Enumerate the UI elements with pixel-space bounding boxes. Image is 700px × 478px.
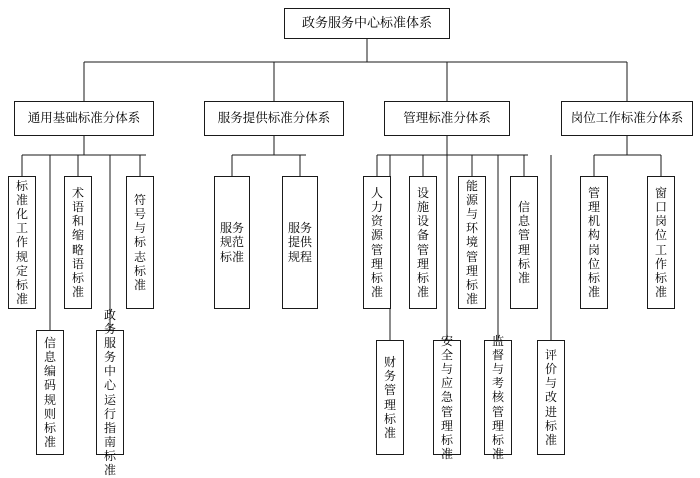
leaf-node-label: 服务提供规程 <box>287 221 312 264</box>
leaf-node-standardization-work-rules <box>8 176 36 309</box>
branch-node-management <box>384 101 510 136</box>
branch-node-general-basic <box>14 101 154 136</box>
leaf-node-terms-abbreviations <box>64 176 92 309</box>
leaf-node-label: 监督与考核管理标准 <box>491 333 504 462</box>
leaf-node-safety-emergency-management <box>433 333 461 462</box>
leaf-node-label: 能源与环境管理标准 <box>465 178 478 307</box>
leaf-node-label: 标准化工作规定标准 <box>15 178 28 307</box>
leaf-node-label: 管理机构岗位标准 <box>587 185 600 299</box>
root-node <box>284 8 450 39</box>
leaf-node-label: 安全与应急管理标准 <box>440 333 453 462</box>
leaf-node-label: 服务规范标准 <box>219 221 244 264</box>
root-node-label: 政务服务中心标准体系 <box>301 15 432 31</box>
leaf-node-supervision-assessment-management <box>484 333 512 462</box>
branch-node-label: 管理标准分体系 <box>403 110 491 126</box>
leaf-node-symbols-signs <box>126 176 154 309</box>
leaf-node-label: 人力资源管理标准 <box>370 185 383 299</box>
leaf-node-label: 政务服务中心运行指南标准 <box>103 307 116 478</box>
leaf-node-management-organization-post <box>580 176 608 309</box>
leaf-node-evaluation-improvement <box>537 340 565 455</box>
branch-node-label: 岗位工作标准分体系 <box>570 110 684 126</box>
branch-node-label: 通用基础标准分体系 <box>27 110 141 126</box>
leaf-node-label: 窗口岗位工作标准 <box>654 185 667 299</box>
leaf-node-service-specification <box>214 176 250 309</box>
leaf-node-service-delivery-procedure <box>282 176 318 309</box>
branch-node-label: 服务提供标准分体系 <box>217 110 331 126</box>
leaf-node-human-resource-management <box>363 176 391 309</box>
leaf-node-financial-management <box>376 340 404 455</box>
leaf-node-label: 符号与标志标准 <box>133 192 146 292</box>
leaf-node-window-post-work <box>647 176 675 309</box>
branch-node-service-provision <box>204 101 344 136</box>
leaf-node-label: 评价与改进标准 <box>544 347 557 447</box>
leaf-node-center-operation-guide <box>96 307 124 478</box>
leaf-node-energy-environment-management <box>458 176 486 309</box>
leaf-node-facility-equipment-management <box>409 176 437 309</box>
leaf-node-label: 设施设备管理标准 <box>416 185 429 299</box>
leaf-node-label: 术语和缩略语标准 <box>71 185 84 299</box>
leaf-node-label: 信息管理标准 <box>517 200 530 285</box>
leaf-node-label: 信息编码规则标准 <box>43 335 56 449</box>
leaf-node-info-coding-rules <box>36 330 64 455</box>
branch-node-post-work <box>561 101 693 136</box>
leaf-node-label: 财务管理标准 <box>383 355 396 440</box>
leaf-node-information-management <box>510 176 538 309</box>
